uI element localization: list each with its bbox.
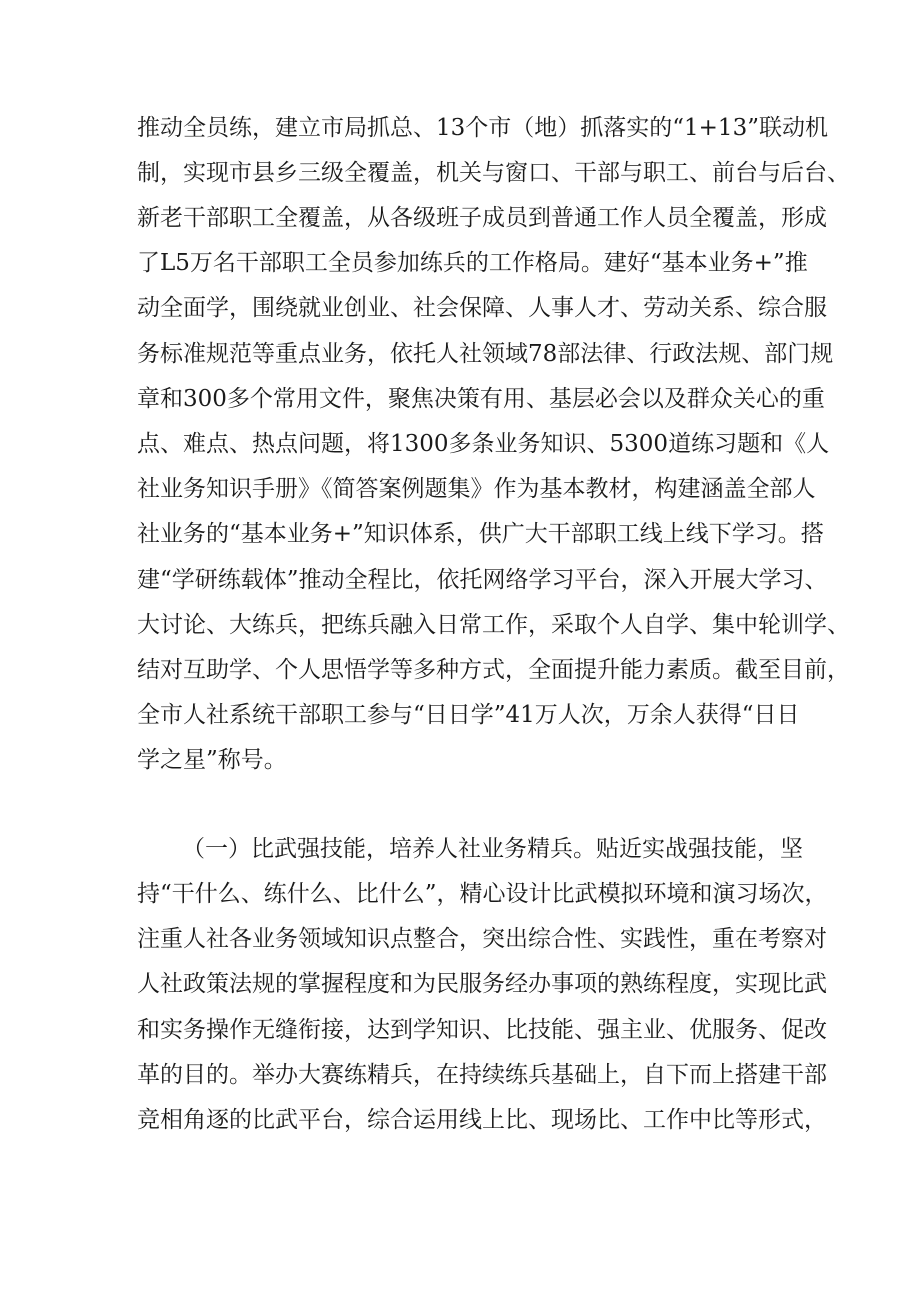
paragraph-1-line-4: 了L5万名干部职工全员参加练兵的工作格局。建好“基本业务+”推 [137, 250, 808, 276]
paragraph-1-line-8: 点、难点、热点问题，将1300多条业务知识、5300道练习题和《人 [137, 431, 830, 457]
paragraph-2-line-1: （一）比武强技能，培养人社业务精兵。贴近实战强技能，坚 [182, 836, 803, 862]
paragraph-1-line-9: 社业务知识手册》《简答案例题集》作为基本教材，构建涵盖全部人 [137, 476, 816, 502]
paragraph-2-line-2: 持“干什么、练什么、比什么”，精心设计比武模拟环境和演习场次， [137, 881, 828, 907]
paragraph-1-line-5: 动全面学，围绕就业创业、社会保障、人事人才、劳动关系、综合服 [137, 295, 827, 321]
paragraph-1-line-2: 制，实现市县乡三级全覆盖，机关与窗口、干部与职工、前台与后台、 [137, 160, 850, 186]
paragraph-1-line-6: 务标准规范等重点业务，依托人社领域78部法律、行政法规、部门规 [137, 341, 834, 367]
paragraph-1-line-10: 社业务的“基本业务+”知识体系，供广大干部职工线上线下学习。搭 [137, 521, 824, 547]
paragraph-2-line-5: 和实务操作无缝衔接，达到学知识、比技能、强主业、优服务、促改 [137, 1017, 827, 1043]
paragraph-2-line-7: 竞相角逐的比武平台，综合运用线上比、现场比、工作中比等形式， [137, 1107, 827, 1133]
paragraph-1-line-13: 结对互助学、个人思悟学等多种方式，全面提升能力素质。截至目前， [137, 657, 850, 683]
paragraph-2-line-6: 革的目的。举办大赛练精兵，在持续练兵基础上，自下而上搭建干部 [137, 1062, 827, 1088]
paragraph-1-line-3: 新老干部职工全覆盖，从各级班子成员到普通工作人员全覆盖，形成 [137, 205, 827, 231]
paragraph-1-line-7: 章和300多个常用文件，聚焦决策有用、基层必会以及群众关心的重 [137, 386, 825, 412]
paragraph-1-line-14: 全市人社系统干部职工参与“日日学”41万人次，万余人获得“日日 [137, 702, 800, 728]
paragraph-1-line-12: 大讨论、大练兵，把练兵融入日常工作，采取个人自学、集中轮训学、 [137, 612, 850, 638]
paragraph-1-line-11: 建“学研练载体”推动全程比，依托网络学习平台，深入开展大学习、 [137, 567, 828, 593]
paragraph-2-line-4: 人社政策法规的掌握程度和为民服务经办事项的熟练程度，实现比武 [137, 971, 827, 997]
paragraph-2-line-3: 注重人社各业务领域知识点整合，突出综合性、实践性，重在考察对 [137, 926, 827, 952]
paragraph-1-line-1: 推动全员练，建立市局抓总、13个市（地）抓落实的“1+13”联动机 [137, 115, 828, 141]
paragraph-1-line-15: 学之星”称号。 [137, 747, 287, 773]
